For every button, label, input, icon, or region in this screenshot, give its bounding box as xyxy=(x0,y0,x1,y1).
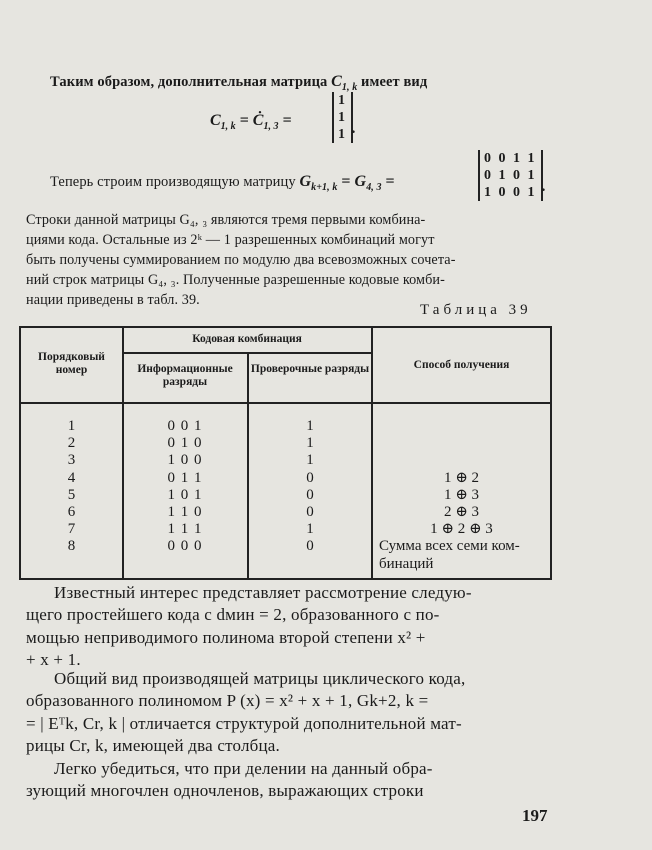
paragraph-line: ний строк матрицы G₄, ₃. Полученные разрешенные кодовые комби- xyxy=(26,272,445,288)
column-check xyxy=(249,418,371,556)
header-method: Способ получения xyxy=(413,359,510,371)
paragraph-line: быть получены суммированием по модулю два всевозможных сочета- xyxy=(26,252,456,268)
matrix-c-row: 1 xyxy=(338,93,347,108)
cell-check: 1 xyxy=(306,521,314,538)
cell-order: 5 xyxy=(67,486,76,503)
paragraph-line: образованного полиномом P (x) = x² + x + 1, Gk+2, k = xyxy=(26,691,429,711)
table-right-border xyxy=(550,326,552,580)
header-order: Порядковый номер xyxy=(38,351,105,376)
code-table xyxy=(19,326,552,580)
intro-symbol: C xyxy=(331,73,342,90)
cell-check: 1 xyxy=(306,418,314,434)
paragraph-line: циями кода. Остальные из 2ᵏ — 1 разрешенных комбинаций могут xyxy=(26,232,435,248)
eq1-period: . xyxy=(352,120,356,137)
column-info xyxy=(123,418,247,556)
cell-order: 1 xyxy=(67,418,76,434)
cell-info: 1 1 0 xyxy=(167,504,203,521)
intro-line xyxy=(50,72,427,98)
cell-method: 1 ⊕ 2 ⊕ 3 xyxy=(430,521,493,538)
paragraph-line: Общий вид производящей матрицы циклического кода, xyxy=(54,669,466,688)
cell-method: 1 ⊕ 3 xyxy=(443,486,480,503)
matrix-g-row: 0 1 0 1 xyxy=(484,168,537,183)
cell-info: 0 1 0 xyxy=(167,435,203,452)
equation-1 xyxy=(210,112,292,132)
cell-info: 0 0 1 xyxy=(167,418,203,434)
cell-order: 7 xyxy=(67,521,76,538)
paragraph-line: Строки данной матрицы G₄, ₃ являются тремя первыми комбина- xyxy=(26,212,426,228)
matrix-g-row: 1 0 0 1 xyxy=(484,185,537,200)
matrix-c-row: 1 xyxy=(338,127,347,142)
cell-check: 0 xyxy=(306,504,314,521)
page-number: 197 xyxy=(522,806,548,825)
matrix-g-row: 0 0 1 1 xyxy=(484,151,537,166)
matrix-c xyxy=(332,92,353,143)
cell-check: 0 xyxy=(306,538,314,555)
eq2-period: . xyxy=(542,178,546,195)
column-method xyxy=(373,470,550,573)
paragraph-1 xyxy=(26,210,456,310)
paragraph-2 xyxy=(26,582,472,672)
cell-info: 1 0 1 xyxy=(167,486,203,503)
cell-check: 1 xyxy=(306,452,314,469)
cell-check: 1 xyxy=(306,435,314,452)
header-info-bits: Информационные разряды xyxy=(137,363,233,388)
cell-order: 4 xyxy=(67,469,76,486)
header-code-combination: Кодовая комбинация xyxy=(192,333,302,345)
paragraph-line: + x + 1. xyxy=(26,650,81,670)
intro-text: Таким образом, дополнительная матрица xyxy=(50,74,328,90)
paragraph-line: Легко убедиться, что при делении на данный обра- xyxy=(54,759,433,778)
cell-check: 0 xyxy=(306,486,314,503)
paragraph-line: Известный интерес представляет рассмотрение следую- xyxy=(54,583,472,602)
paragraph-line: нации приведены в табл. 39. xyxy=(26,292,200,308)
cell-order: 6 xyxy=(67,504,76,521)
eq2-g2: = G xyxy=(341,173,367,190)
table-top-border xyxy=(19,326,552,328)
table-header-border xyxy=(19,402,552,404)
cell-method: 1 ⊕ 2 xyxy=(443,469,480,486)
paragraph-line: = | Eᵀk, Cr, k | отличается структурой дополнительной мат- xyxy=(26,713,462,733)
equation-2-line xyxy=(50,172,395,198)
cell-info: 1 0 0 xyxy=(167,452,203,469)
eq1-equals: = xyxy=(282,112,292,129)
header-check-bits: Проверочные разряды xyxy=(250,363,370,375)
cell-order: 3 xyxy=(67,452,76,469)
table-subheader-border xyxy=(122,352,371,354)
paragraph-4 xyxy=(26,758,433,803)
paragraph-line: рицы Cr, k, имеющей два столбца. xyxy=(26,736,280,756)
cell-info: 0 0 0 xyxy=(167,538,203,555)
table-caption: Таблица 39 xyxy=(420,302,532,318)
eq2-equals: = xyxy=(385,173,395,190)
eq1-mid: = Ċ xyxy=(239,112,264,129)
cell-info: 0 1 1 xyxy=(167,469,203,486)
cell-info: 1 1 1 xyxy=(167,521,203,538)
eq2-text: Теперь строим производящую матрицу xyxy=(50,174,296,190)
eq2-g2-sub: 4, 3 xyxy=(366,181,382,193)
paragraph-line: мощью неприводимого полинома второй степени x² + xyxy=(26,627,426,647)
intro-tail: имеет вид xyxy=(361,74,428,90)
paragraph-3 xyxy=(26,668,465,758)
eq1-left: C xyxy=(210,112,221,129)
paragraph-line: щего простейшего кода с dмин = 2, образованного с по- xyxy=(26,605,440,625)
cell-method: Сумма всех семи ком- бинаций xyxy=(379,538,520,572)
paragraph-line: зующий многочлен одночленов, выражающих строки xyxy=(26,781,424,801)
eq2-g1: G xyxy=(299,173,312,190)
intro-subscript: 1, k xyxy=(341,81,358,93)
table-bottom-border xyxy=(19,578,552,580)
eq1-mid-sub: 1, 3 xyxy=(263,121,279,133)
matrix-c-row: 1 xyxy=(338,110,347,125)
matrix-g xyxy=(478,150,543,201)
eq1-left-sub: 1, k xyxy=(220,121,236,133)
cell-check: 0 xyxy=(306,469,314,486)
eq2-g1-sub: k+1, k xyxy=(311,181,338,193)
column-order xyxy=(21,418,122,556)
cell-order: 8 xyxy=(67,538,76,555)
cell-method: 2 ⊕ 3 xyxy=(443,504,480,520)
cell-order: 2 xyxy=(67,435,76,452)
